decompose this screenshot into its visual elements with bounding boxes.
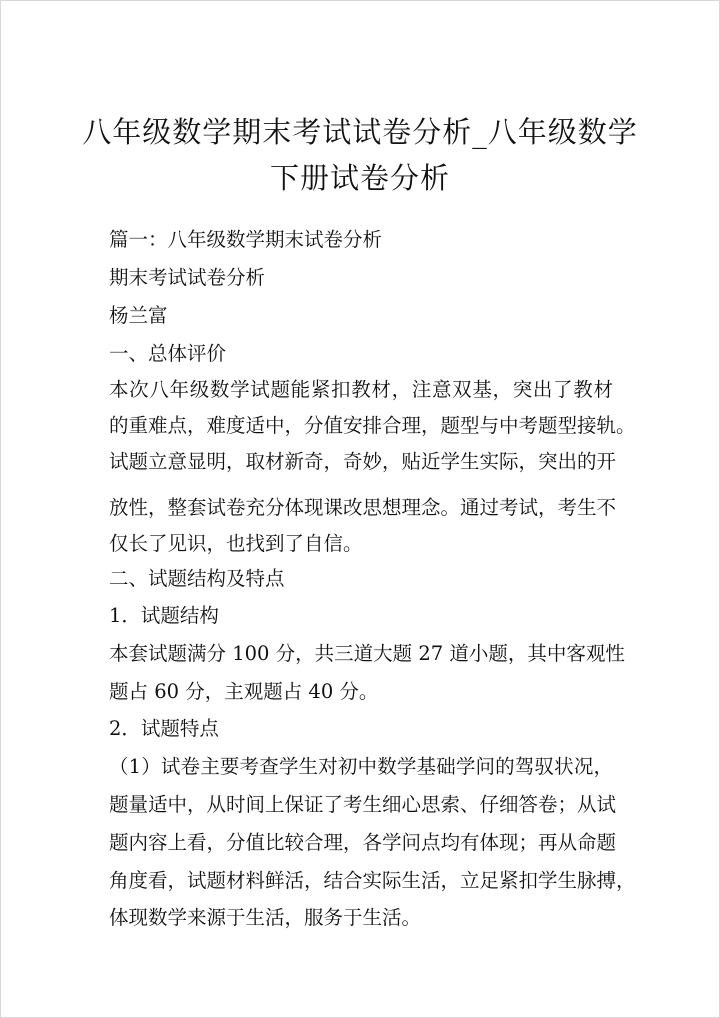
heading-structure-features: 二、试题结构及特点 (109, 567, 285, 590)
paragraph-line: 仅长了见识，也找到了自信。 (109, 532, 363, 555)
paragraph-line: 题占 60 分，主观题占 40 分。 (109, 680, 379, 703)
heading-structure: 1．试题结构 (109, 604, 219, 627)
paragraph-line: 角度看，试题材料鲜活，结合实际生活，立足紧扣学生脉搏， (109, 869, 636, 892)
author: 杨兰富 (109, 304, 168, 327)
heading-overall-evaluation: 一、总体评价 (109, 342, 227, 365)
paragraph-line: 体现数学来源于生活，服务于生活。 (109, 906, 422, 929)
paragraph-line: 的重难点，难度适中，分值安排合理，题型与中考题型接轨。 (109, 414, 636, 437)
paragraph-line: 题量适中，从时间上保证了考生细心思索、仔细答卷；从试 (109, 793, 617, 816)
subtitle: 期末考试试卷分析 (109, 266, 266, 289)
document-title-line-1: 八年级数学期末考试试卷分析_八年级数学 (82, 115, 638, 149)
document-title-line-2: 下册试卷分析 (269, 161, 450, 195)
paragraph-line: 题内容上看，分值比较合理，各学问点均有体现；再从命题 (109, 831, 617, 854)
paragraph-line: 本次八年级数学试题能紧扣教材，注意双基，突出了教材 (109, 378, 613, 401)
paragraph-line: （1）试卷主要考查学生对初中数学基础学问的驾驭状况， (109, 755, 613, 778)
heading-features: 2．试题特点 (109, 717, 219, 740)
paragraph-line: 本套试题满分 100 分，共三道大题 27 道小题，其中客观性 (109, 642, 625, 665)
paragraph-line: 放性，整套试卷充分体现课改思想理念。通过考试，考生不 (109, 496, 617, 519)
paragraph-line: 试题立意显明，取材新奇，奇妙，贴近学生实际，突出的开 (109, 450, 617, 473)
section-heading: 篇一：八年级数学期末试卷分析 (109, 228, 383, 251)
